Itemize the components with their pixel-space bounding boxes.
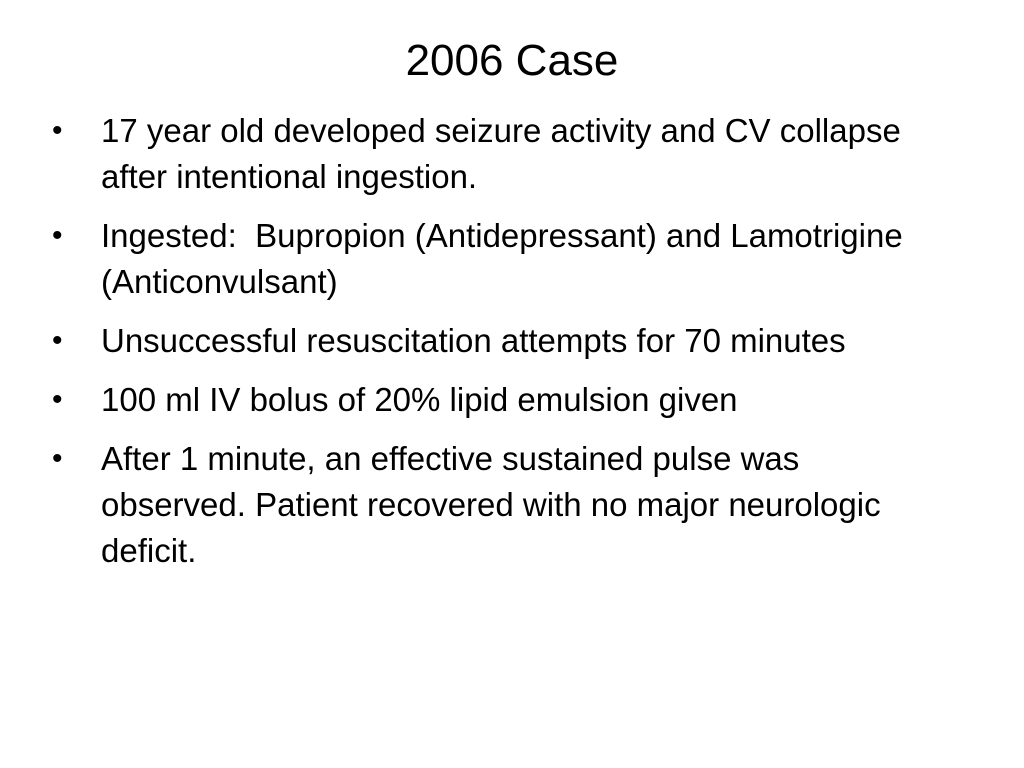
- slide-title: 2006 Case: [405, 36, 619, 85]
- bullet-text: Unsuccessful resuscitation attempts for 70 minutes: [101, 322, 846, 359]
- bullet-item: [52, 436, 952, 574]
- bullet-text: Ingested: Bupropion (Antidepressant) and Lamotrigine (Anticonvulsant): [101, 217, 912, 300]
- bullet-text: After 1 minute, an effective sustained pulse was observed. Patient recovered with no major neurologic deficit.: [101, 440, 881, 569]
- bullet-item: [52, 213, 952, 305]
- bullet-icon: •: [52, 114, 63, 147]
- bullet-item: [52, 318, 952, 364]
- bullet-icon: •: [52, 383, 63, 416]
- bullet-list: [52, 108, 952, 587]
- bullet-item: [52, 108, 952, 200]
- bullet-text: 17 year old developed seizure activity and CV collapse after intentional ingestion.: [101, 112, 901, 195]
- bullet-icon: •: [52, 324, 63, 357]
- bullet-icon: •: [52, 442, 63, 475]
- bullet-icon: •: [52, 219, 63, 252]
- bullet-item: [52, 377, 952, 423]
- bullet-text: 100 ml IV bolus of 20% lipid emulsion given: [101, 381, 738, 418]
